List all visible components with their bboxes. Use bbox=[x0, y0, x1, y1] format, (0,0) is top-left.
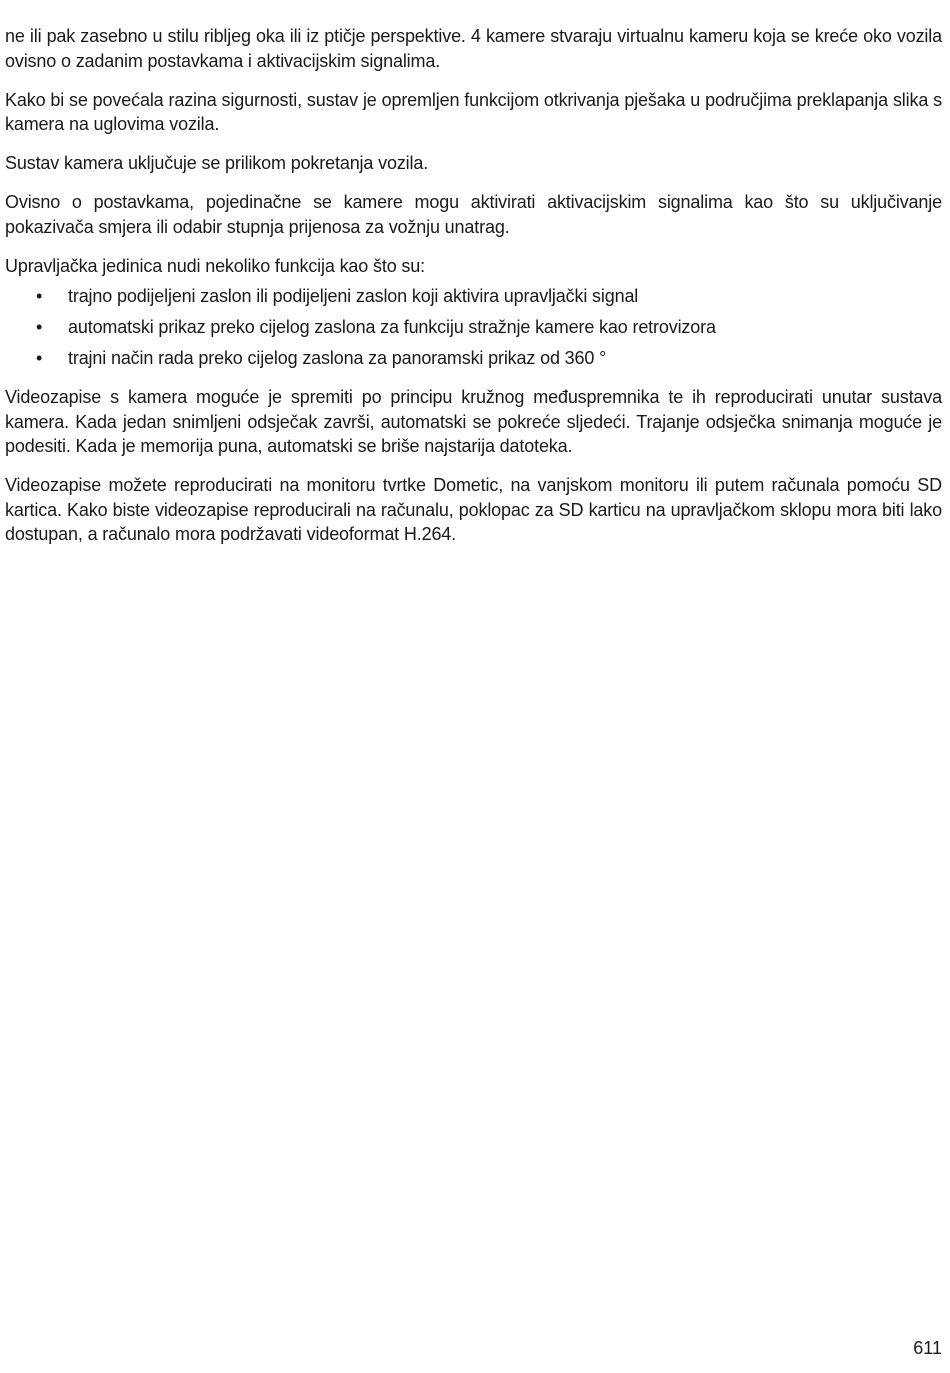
bullet-icon: • bbox=[36, 286, 43, 306]
paragraph-video-recording: Videozapise s kamera moguće je spremiti po principu kružnog međuspremnika te ih reproducirati unutar sustava kamera. Kada jedan snimljeni odsječak završi, automatski se pokreće sljedeći. Trajanje odsječka snimanja moguće je podesiti. Kada je memorija puna, automatski se briše najstarija datoteka. bbox=[5, 387, 942, 456]
bullet-icon: • bbox=[36, 348, 43, 368]
paragraph-pedestrian-detection: Kako bi se povećala razina sigurnosti, sustav je opremljen funkcijom otkrivanja pješaka u područjima preklapanja slika s kamera na uglovima vozila. bbox=[5, 89, 942, 134]
bullet-icon: • bbox=[36, 317, 43, 337]
function-list bbox=[5, 284, 942, 371]
paragraph-camera-views: ne ili pak zasebno u stilu ribljeg oka ili iz ptičje perspektive. 4 kamere stvaraju virtualnu kameru koja se kreće oko vozila ovisno o zadanim postavkama i aktivacijskim signalima. bbox=[5, 26, 942, 71]
list-item-text: automatski prikaz preko cijelog zaslona za funkciju stražnje kamere kao retrovizora bbox=[68, 317, 716, 337]
list-item-text: trajno podijeljeni zaslon ili podijeljeni zaslon koji aktivira upravljački signal bbox=[68, 286, 639, 306]
paragraph-activation-signals: Ovisno o postavkama, pojedinačne se kamere mogu aktivirati aktivacijskim signalima kao što su uključivanje pokazivača smjera ili odabir stupnja prijenosa za vožnju unatrag. bbox=[5, 192, 942, 237]
list-intro: Upravljačka jedinica nudi nekoliko funkcija kao što su: bbox=[5, 255, 425, 276]
document-body bbox=[5, 24, 942, 561]
list-item-text: trajni način rada preko cijelog zaslona za panoramski prikaz od 360 ° bbox=[68, 348, 607, 368]
paragraph-system-startup: Sustav kamera uključuje se prilikom pokretanja vozila. bbox=[5, 153, 429, 173]
list-item bbox=[5, 315, 942, 340]
page-number: 611 bbox=[913, 1338, 942, 1358]
list-item bbox=[5, 346, 942, 371]
list-item bbox=[5, 284, 942, 309]
paragraph-video-playback: Videozapise možete reproducirati na monitoru tvrtke Dometic, na vanjskom monitoru ili putem računala pomoću SD kartica. Kako biste videozapise reproducirali na računalu, poklopac za SD karticu na upravljačkom sklopu mora biti lako dostupan, a računalo mora podržavati videoformat H.264. bbox=[5, 475, 942, 544]
